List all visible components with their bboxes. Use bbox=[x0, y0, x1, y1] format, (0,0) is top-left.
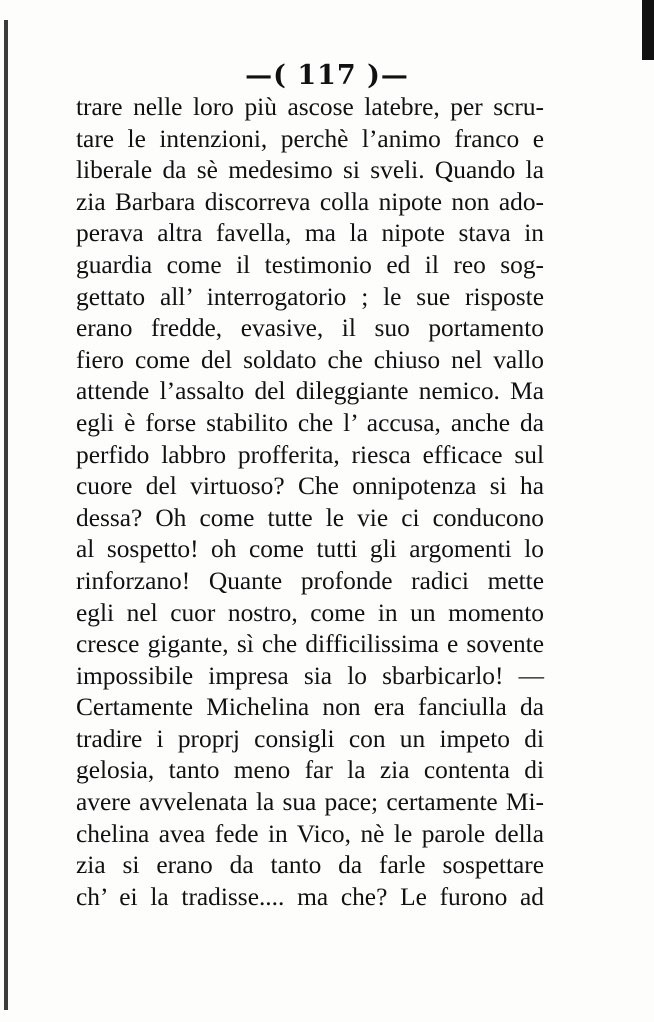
text-line: perfido labbro profferita, riesca efficace sul bbox=[76, 440, 544, 469]
text-line: cresce gigante, sì che difficilissima e sovente bbox=[76, 630, 544, 659]
text-line: cuore del virtuoso? Che onnipotenza si ha bbox=[76, 472, 544, 501]
text-line: gelosia, tanto meno far la zia contenta di bbox=[76, 756, 544, 785]
text-line: impossibile impresa sia lo sbarbicarlo! — bbox=[76, 661, 544, 690]
text-line: ch’ ei la tradisse.... ma che? Le furono ad bbox=[76, 882, 544, 911]
text-line: egli nel cuor nostro, come in un momento bbox=[76, 598, 544, 627]
text-line: perava altra favella, ma la nipote stava in bbox=[76, 219, 544, 248]
text-line: attende l’assalto del dileggiante nemico. Ma bbox=[76, 377, 544, 406]
page-number-header: —( 117 )— bbox=[245, 60, 409, 91]
text-line: gettato all’ interrogatorio ; le sue risposte bbox=[76, 282, 544, 311]
text-line: liberale da sè medesimo si sveli. Quando la bbox=[76, 156, 544, 185]
text-line: Certamente Michelina non era fanciulla da bbox=[76, 693, 544, 722]
text-line: zia si erano da tanto da farle sospettare bbox=[76, 851, 544, 880]
text-line: tare le intenzioni, perchè l’animo franco e bbox=[76, 124, 544, 153]
text-line: erano fredde, evasive, il suo portamento bbox=[76, 314, 544, 343]
text-line: fiero come del soldato che chiuso nel vallo bbox=[76, 345, 544, 374]
text-line: egli è forse stabilito che l’ accusa, anche da bbox=[76, 408, 544, 437]
text-line: avere avvelenata la sua pace; certamente Mi- bbox=[76, 788, 544, 817]
text-line: zia Barbara discorreva colla nipote non ado- bbox=[76, 187, 544, 216]
text-line: dessa? Oh come tutte le vie ci conducono bbox=[76, 503, 544, 532]
text-line: guardia come il testimonio ed il reo sog- bbox=[76, 250, 544, 279]
text-line: chelina avea fede in Vico, nè le parole della bbox=[76, 819, 544, 848]
text-line: rinforzano! Quante profonde radici mette bbox=[76, 566, 544, 595]
page-binding-edge bbox=[4, 20, 8, 1010]
text-line: al sospetto! oh come tutti gli argomenti lo bbox=[76, 535, 544, 564]
text-line: trare nelle loro più ascose latebre, per scru- bbox=[76, 93, 544, 121]
text-line: tradire i proprj consigli con un impeto di bbox=[76, 724, 544, 753]
body-text bbox=[76, 92, 544, 913]
page-corner-shadow bbox=[642, 0, 654, 60]
